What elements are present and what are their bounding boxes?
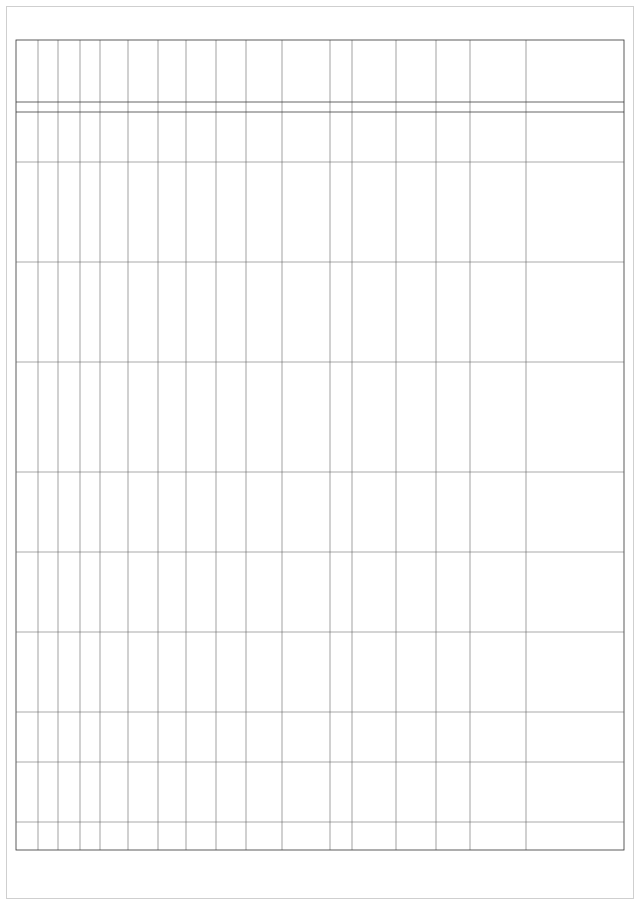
rotated-table <box>8 32 632 870</box>
table-outline <box>16 40 624 850</box>
table-svg <box>8 32 632 870</box>
